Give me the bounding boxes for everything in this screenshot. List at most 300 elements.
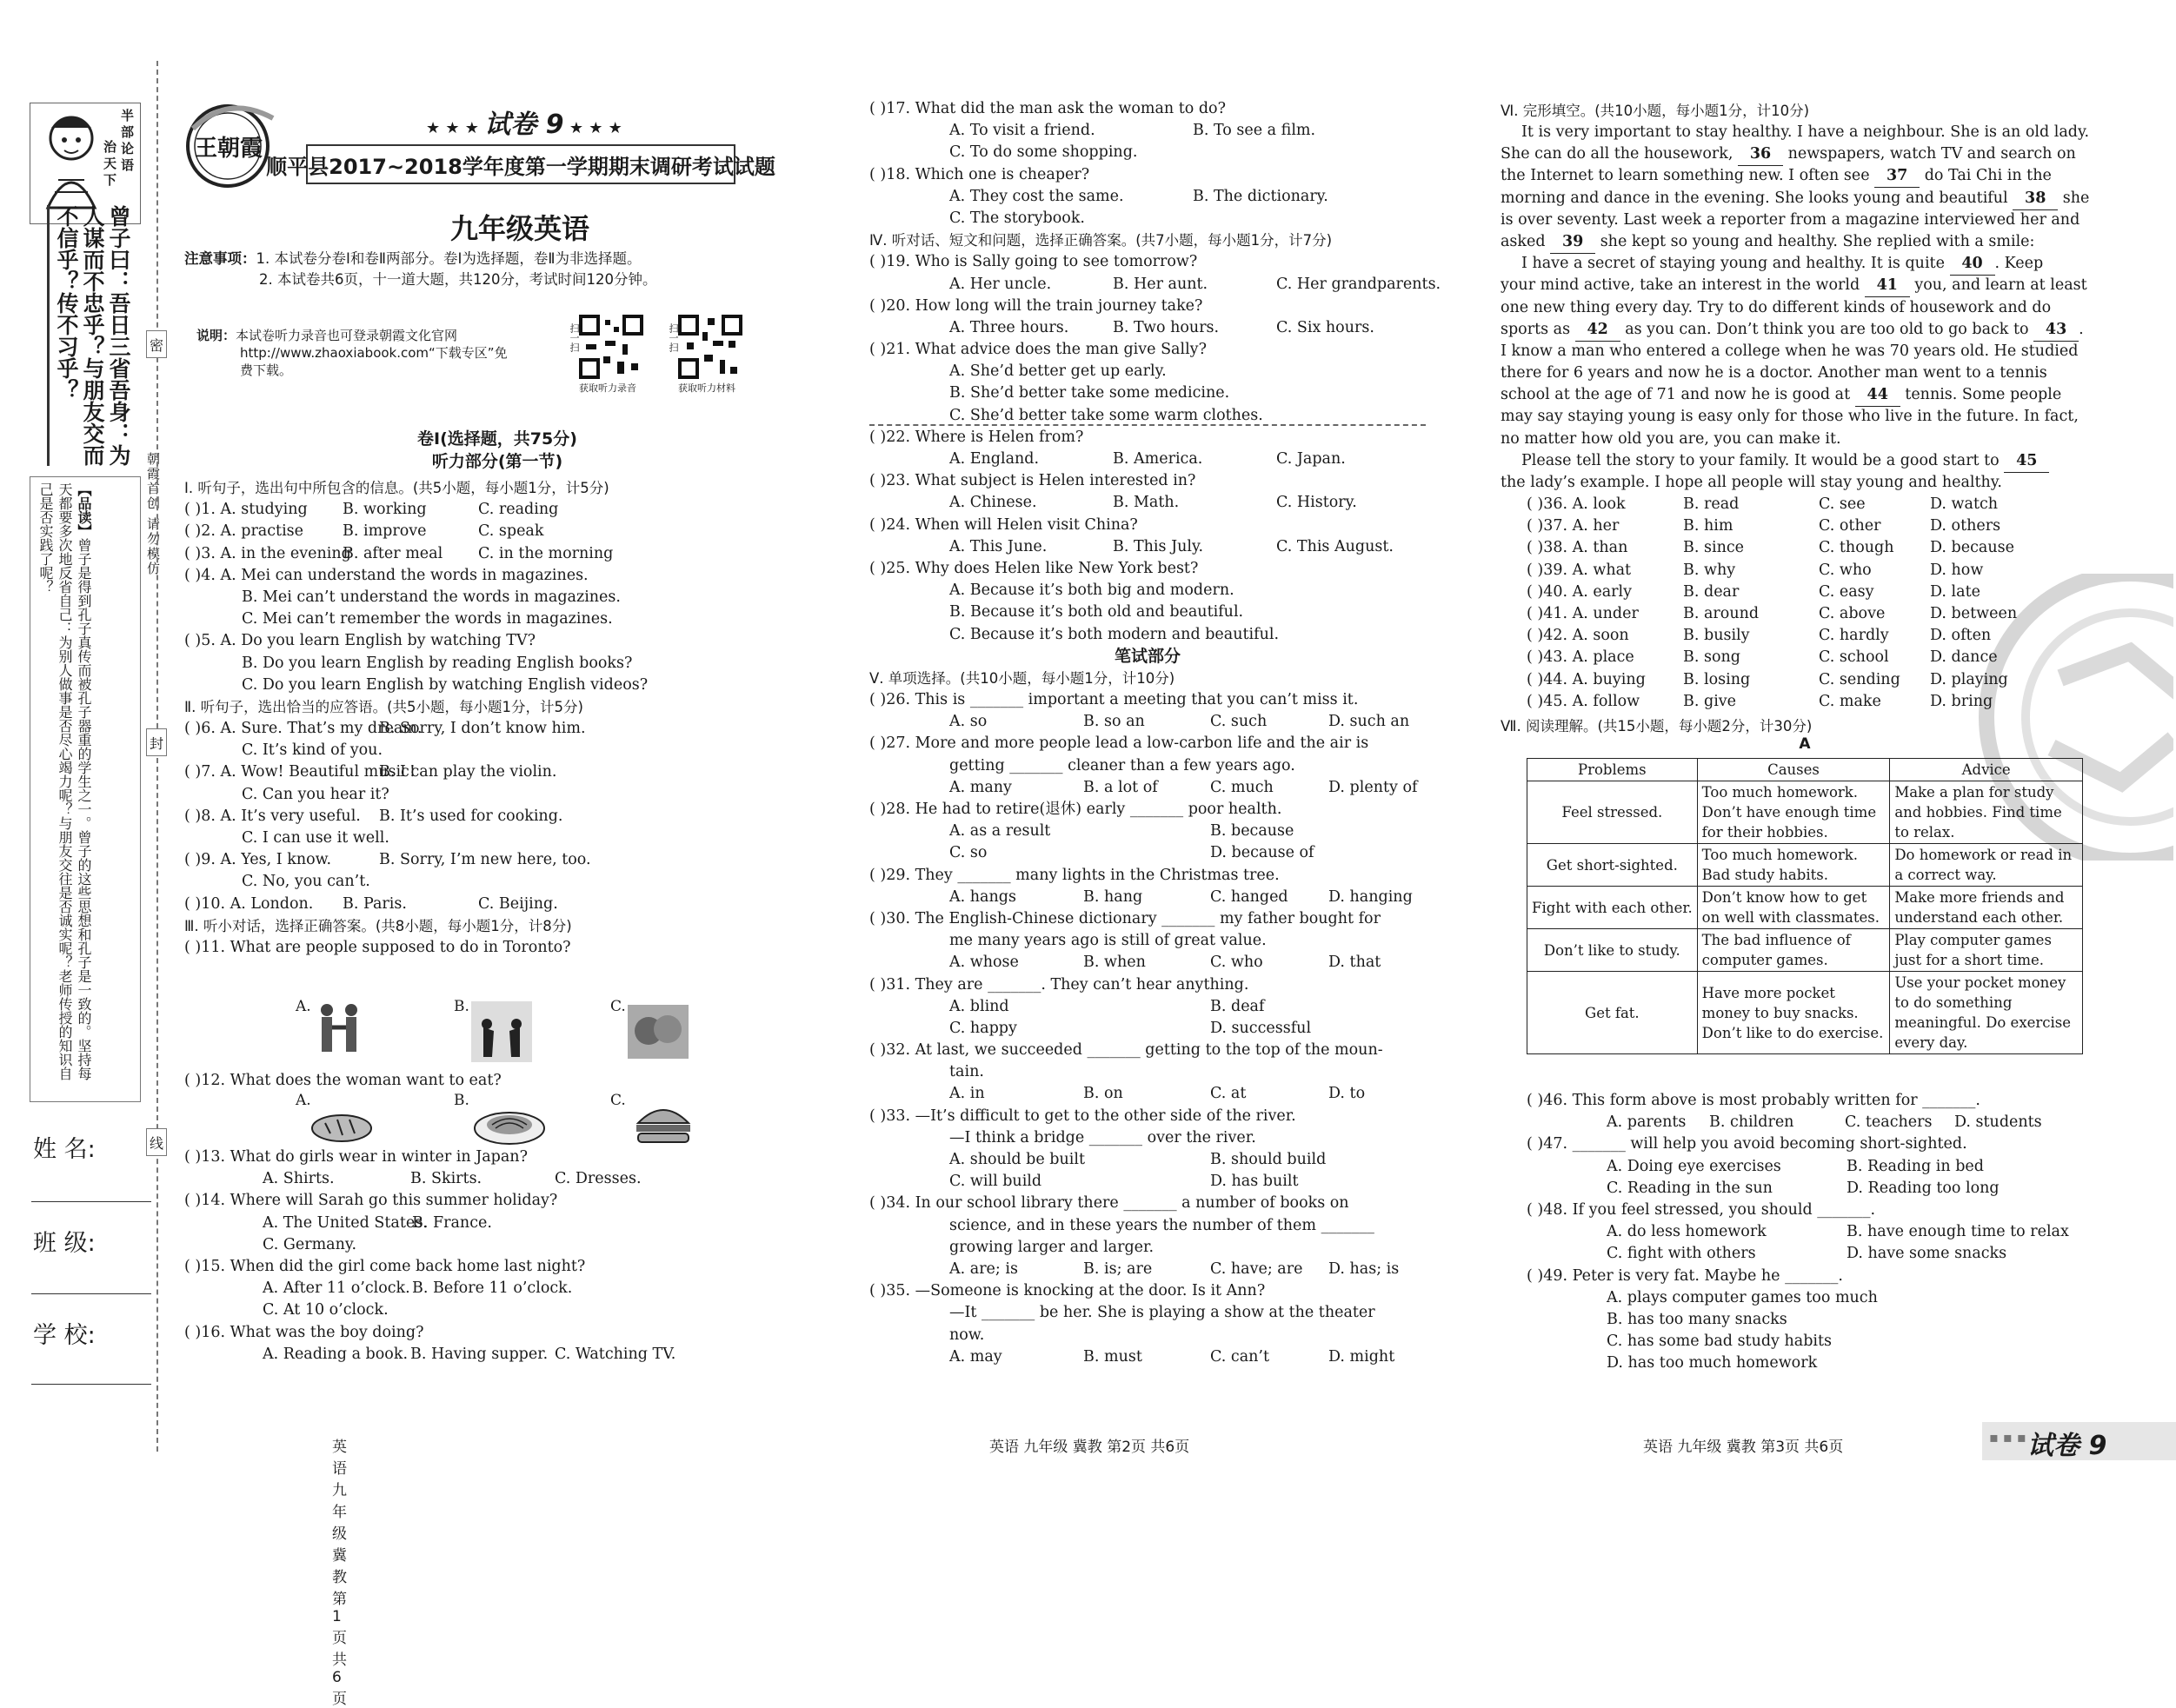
question-stem: ( )32. At last, we succeeded _______ getting to the top of the moun- (869, 1041, 1383, 1060)
question-row (869, 755, 1426, 777)
option-text[interactable]: B. I can play the violin. (379, 763, 557, 781)
option-text[interactable]: B. Math. (1113, 494, 1180, 512)
choice-row (1527, 537, 2083, 559)
question-row (869, 865, 1426, 887)
explain-line-3: 费下载。 (240, 362, 293, 378)
passage-text: asked (1501, 232, 1551, 250)
option-text[interactable]: B. improve (343, 522, 427, 541)
cloze-blank[interactable]: 45 (2004, 450, 2049, 473)
option-text[interactable]: C. school (1819, 648, 1889, 667)
option-text[interactable]: C. have; are (1210, 1259, 1303, 1278)
option-text[interactable]: B. after meal (343, 544, 443, 562)
option-text[interactable]: B. This July. (1113, 537, 1204, 555)
choice-row (1527, 625, 2083, 647)
option-text[interactable]: C. Germany. (263, 1235, 357, 1253)
option-text[interactable]: C. teachers (1845, 1113, 1933, 1132)
question-row (184, 1343, 810, 1365)
section-title: Ⅳ. 听对话、短文和问题，选择正确答案。(共7小题，每小题1分，计7分) (869, 232, 1333, 249)
section-title: Ⅰ. 听句子，选出句中所包含的信息。(共5小题，每小题1分，计5分) (184, 480, 609, 496)
table-row (1527, 972, 2083, 1054)
option-text[interactable]: D. often (1930, 627, 1992, 645)
option-text[interactable]: A. blind (949, 997, 1009, 1015)
option-text[interactable]: B. when (1083, 954, 1146, 972)
question-row (869, 887, 1426, 908)
option-text[interactable]: A. should be built (949, 1151, 1086, 1168)
option-text[interactable]: B. Sorry, I’m new here, too. (379, 851, 591, 869)
option-text[interactable]: D. such an (1328, 713, 1410, 731)
option-text[interactable]: C. who (1819, 561, 1872, 579)
option-text[interactable]: A. England. (949, 450, 1040, 468)
option-text[interactable]: C. Watching TV. (555, 1345, 676, 1363)
option-text[interactable]: A. To visit a friend. (949, 122, 1095, 140)
question-row (869, 689, 1426, 711)
option-text[interactable]: D. others (1930, 517, 2001, 535)
option-text[interactable]: B. has too many snacks (1607, 1310, 1787, 1328)
question-row (184, 1321, 810, 1343)
option-text[interactable]: B. Do you learn English by reading English books? (242, 654, 633, 672)
option-text[interactable]: B. Because it’s both old and beautiful. (949, 603, 1244, 621)
option-text[interactable]: A. This June. (949, 537, 1048, 555)
cloze-blank[interactable]: 38 (2013, 188, 2058, 210)
option-text[interactable]: A. Shirts. (263, 1170, 335, 1188)
name-label: 姓 名: (33, 1136, 96, 1163)
option-text[interactable]: B. dear (1683, 582, 1740, 601)
seal-xian: 线 (146, 1128, 167, 1156)
option-text[interactable]: C. easy (1819, 582, 1874, 601)
option-text[interactable]: B. should build (1210, 1151, 1327, 1168)
option-text[interactable]: C. History. (1276, 494, 1357, 512)
option-text[interactable]: C. Mei can’t remember the words in magazines. (242, 610, 613, 628)
option-text[interactable]: C. happy (949, 1019, 1017, 1037)
question-row (1527, 1200, 2083, 1221)
option-text[interactable]: ( )44. A. buying (1527, 670, 1646, 688)
question-row (869, 208, 1426, 229)
table-header-cell: Problems (1527, 759, 1698, 781)
question-row (184, 1299, 810, 1320)
passage-text: as you can. Don’t think you are too old to go back to (1620, 320, 2034, 338)
question-row (184, 739, 810, 761)
option-text[interactable]: C. This August. (1276, 537, 1394, 555)
question-stem: ( )12. What does the woman want to eat? (184, 1072, 502, 1089)
option-text[interactable]: A. Because it’s both big and modern. (949, 582, 1234, 600)
option-text[interactable]: B. why (1683, 561, 1736, 579)
cloze-blank[interactable]: 40 (1950, 253, 1995, 276)
question-stem: ( )18. Which one is cheaper? (869, 165, 1090, 183)
question-row (869, 580, 1426, 601)
qr-code-audio-icon[interactable] (579, 315, 643, 379)
option-text[interactable]: B. since (1683, 539, 1744, 557)
question-row (869, 1083, 1426, 1105)
question-stem: ( )10. A. London. (184, 894, 314, 913)
option-text[interactable]: B. America. (1113, 450, 1203, 468)
option-text[interactable]: C. above (1819, 604, 1886, 622)
option-text[interactable]: D. watch (1930, 495, 1999, 513)
option-text[interactable]: C. such (1210, 713, 1268, 731)
option-text[interactable]: D. have some snacks (1847, 1245, 2007, 1263)
page-2-footer: 英语 九年级 冀教 第2页 共6页 (989, 1439, 1190, 1456)
passage-line (1501, 253, 2081, 275)
option-text[interactable]: C. at (1210, 1085, 1247, 1103)
option-text[interactable]: D. successful (1210, 1019, 1312, 1037)
option-text[interactable]: A. After 11 o’clock. (263, 1279, 410, 1298)
question-row (1527, 1243, 2083, 1265)
note-2: 2. 本试卷共6页，十一道大题，共120分，考试时间120分钟。 (259, 271, 657, 288)
handshake-icon (313, 1001, 365, 1062)
option-text[interactable]: ( )37. A. her (1527, 517, 1620, 535)
question-stem: ( )31. They are _______. They can’t hear anything. (869, 975, 1249, 994)
question-row (869, 120, 1426, 142)
page-2-questions (869, 98, 1441, 1368)
option-text[interactable]: ( )40. A. early (1527, 582, 1633, 601)
passage-text: the Internet to learn something new. I often see (1501, 167, 1875, 185)
option-text[interactable]: ( )42. A. soon (1527, 627, 1629, 645)
corner-paper-number: 试卷 9 (2027, 1431, 2107, 1461)
option-text[interactable]: B. Before 11 o’clock. (412, 1279, 573, 1298)
option-text[interactable]: B. hang (1083, 887, 1143, 906)
option-text[interactable]: B. working (343, 501, 427, 519)
choice-row (1527, 560, 2083, 582)
option-text[interactable]: B. busily (1683, 627, 1750, 645)
passage-text: She can do all the housework, (1501, 145, 1738, 163)
option-text[interactable]: D. has; is (1328, 1259, 1400, 1278)
option-text[interactable]: A. plays computer games too much (1607, 1288, 1878, 1306)
question-row (869, 799, 1426, 821)
option-text[interactable]: C. who (1210, 954, 1263, 972)
question-row (184, 914, 810, 936)
question-row (869, 317, 1426, 339)
cloze-blank[interactable]: 44 (1855, 384, 1900, 407)
question-row (184, 542, 810, 564)
option-text[interactable]: A. The United States. (263, 1213, 428, 1232)
class-field[interactable] (31, 1293, 151, 1294)
option-text[interactable]: D. Reading too long (1847, 1179, 2000, 1197)
option-text[interactable]: B. have enough time to relax (1847, 1223, 2069, 1241)
option-text[interactable]: B. Paris. (343, 894, 407, 913)
option-text[interactable]: C. will build (949, 1173, 1042, 1191)
logo-text: 王朝霞 (195, 136, 263, 162)
reading-note-title: 【品读】 (76, 482, 92, 538)
passage-text: . Keep (1994, 255, 2044, 273)
option-text[interactable]: B. Her aunt. (1113, 275, 1208, 293)
pic-label-c: C. (610, 1092, 626, 1109)
option-text[interactable]: B. Skirts. (410, 1170, 482, 1188)
option-text[interactable]: A. so (949, 713, 988, 731)
question-row (184, 1255, 810, 1277)
copyright-notice: 朝霞首创 请勿模仿 (145, 452, 161, 576)
option-text[interactable]: now. (949, 1326, 985, 1344)
option-text[interactable]: ( )41. A. under (1527, 604, 1639, 622)
table-row (1527, 929, 2083, 972)
option-text[interactable]: ( )39. A. what (1527, 561, 1632, 579)
star-icon: ★ ★ ★ (563, 119, 622, 137)
option-text[interactable]: D. how (1930, 561, 1984, 579)
option-text[interactable]: A. many (949, 778, 1012, 796)
option-text[interactable]: tain. (949, 1063, 984, 1081)
explain-line-2: http://www.zhaoxiabook.com“下载专区”免 (240, 345, 508, 361)
option-text[interactable]: A. are; is (949, 1259, 1018, 1278)
question-row (184, 476, 810, 498)
option-text[interactable]: A. hangs (949, 887, 1016, 906)
option-text[interactable]: B. children (1709, 1113, 1794, 1132)
option-text[interactable]: C. in the morning (478, 544, 614, 562)
table-cell: Use your pocket money to do something meaningful. Do exercise every day. (1890, 972, 2083, 1054)
question-stem: ( )23. What subject is Helen interested in? (869, 472, 1196, 490)
question-row (184, 695, 810, 717)
question-row (869, 733, 1426, 754)
question-stem: ( )14. Where will Sarah go this summer holiday? (184, 1192, 558, 1210)
question-row (1527, 1112, 2083, 1133)
question-row (869, 142, 1426, 163)
option-text[interactable]: B. The dictionary. (1193, 187, 1328, 205)
question-row (184, 761, 810, 782)
option-text[interactable]: B. losing (1683, 670, 1751, 688)
option-text[interactable]: D. dance (1930, 648, 1998, 667)
question-stem: ( )6. A. Sure. That’s my dream. (184, 720, 423, 738)
option-text[interactable]: growing larger and larger. (949, 1238, 1155, 1256)
option-text[interactable]: C. It’s kind of you. (242, 741, 383, 760)
table-row (1527, 887, 2083, 929)
question-row (869, 536, 1426, 558)
option-text[interactable]: D. late (1930, 582, 1980, 601)
question-row (869, 624, 1426, 646)
option-text[interactable]: ( )43. A. place (1527, 648, 1634, 667)
option-text[interactable]: B. Sorry, I don’t know him. (379, 720, 586, 738)
binding-sidebar (30, 103, 141, 1102)
bowing-icon (471, 1001, 532, 1062)
question-row (184, 870, 810, 892)
question-stem: ( )27. More and more people lead a low-carbon life and the air is (869, 734, 1369, 753)
option-text[interactable]: D. that (1328, 954, 1381, 972)
option-text[interactable]: B. so an (1083, 713, 1145, 731)
option-text[interactable]: D. students (1954, 1113, 2042, 1132)
option-text[interactable]: C. hardly (1819, 627, 1889, 645)
option-text[interactable]: D. might (1328, 1347, 1395, 1366)
option-text[interactable]: C. so (949, 844, 988, 862)
school-label: 学 校: (33, 1322, 96, 1349)
question-stem: ( )30. The English-Chinese dictionary _______ my father bought for (869, 909, 1381, 927)
cloze-blank[interactable]: 37 (1874, 165, 1920, 188)
question-row (869, 1237, 1426, 1259)
question-stem: ( )25. Why does Helen like New York best? (869, 559, 1199, 577)
option-text[interactable]: C. Six hours. (1276, 318, 1374, 336)
cloze-blank[interactable]: 43 (2033, 319, 2079, 342)
passage-line (1501, 209, 2081, 231)
question-row (869, 339, 1426, 361)
reading-note-text: 曾子是得到孔子真传而被孔子器重的学生之一。曾子的这些思想和孔子是一致的。坚持每天都要多次地反省自己：为别人做事是否尽心竭力呢？与朋友交往是否诚实呢？老师传授的知识自己是否实践了呢？ (37, 482, 92, 1080)
question-row (869, 1259, 1426, 1280)
option-text[interactable]: C. Do you learn English by watching English videos? (242, 675, 649, 694)
option-text[interactable]: A. She’d better get up early. (949, 362, 1167, 381)
option-text[interactable]: A. Three hours. (949, 318, 1069, 336)
option-text[interactable]: C. Reading in the sun (1607, 1179, 1773, 1197)
option-text[interactable]: B. because (1210, 822, 1294, 841)
school-field[interactable] (31, 1384, 151, 1385)
qr-code-material-icon[interactable] (678, 315, 742, 379)
option-text[interactable]: B. on (1083, 1085, 1123, 1103)
option-text[interactable]: C. see (1819, 495, 1866, 513)
option-text[interactable]: C. reading (478, 501, 559, 519)
option-text[interactable]: C. No, you can’t. (242, 873, 370, 891)
qr-side-caption-2: 扫一扫 (668, 323, 679, 352)
option-text[interactable]: me many years ago is still of great value. (949, 932, 1267, 950)
option-text[interactable]: B. must (1083, 1347, 1142, 1366)
question-row (869, 842, 1426, 864)
option-text[interactable]: A. in (949, 1085, 985, 1103)
option-text[interactable]: C. speak (478, 522, 544, 541)
question-stem: ( )48. If you feel stressed, you should _______. (1527, 1200, 1876, 1219)
question-row (869, 251, 1426, 273)
option-text[interactable]: C. Her grandparents. (1276, 275, 1441, 293)
option-text[interactable]: C. She’d better take some warm clothes. (949, 406, 1263, 424)
option-text[interactable]: ( )38. A. than (1527, 539, 1628, 557)
option-text[interactable]: C. Japan. (1276, 450, 1346, 468)
question-stem: ( )17. What did the man ask the woman to do? (869, 100, 1226, 117)
option-text[interactable]: getting _______ cleaner than a few years ago. (949, 756, 1295, 774)
option-text[interactable]: D. hanging (1328, 887, 1413, 906)
option-text[interactable]: B. around (1683, 604, 1760, 622)
option-text[interactable]: B. song (1683, 648, 1740, 667)
passage-text: there for 6 years and now he is a doctor. Another man went to a tennis (1501, 364, 2047, 382)
option-text[interactable]: D. because (1930, 539, 2014, 557)
page-1-questions-b (184, 1069, 810, 1091)
option-text[interactable]: C. can’t (1210, 1347, 1269, 1366)
option-text[interactable]: C. Because it’s both modern and beautiful. (949, 625, 1280, 643)
question-row (869, 361, 1426, 382)
option-text[interactable]: D. playing (1930, 670, 2008, 688)
option-text[interactable]: D. plenty of (1328, 778, 1418, 796)
option-text[interactable]: A. Her uncle. (949, 275, 1052, 293)
option-text[interactable]: C. The storybook. (949, 209, 1085, 227)
question-row (184, 783, 810, 805)
option-text[interactable]: C. fight with others (1607, 1245, 1756, 1263)
question-stem: ( )22. Where is Helen from? (869, 428, 1084, 446)
question-row (184, 1167, 810, 1189)
option-text[interactable]: B. read (1683, 495, 1740, 513)
option-text[interactable]: C. To do some shopping. (949, 143, 1138, 162)
option-text[interactable]: B. France. (412, 1213, 492, 1232)
option-text[interactable]: B. is; are (1083, 1259, 1153, 1278)
q11-pictures (287, 998, 809, 1067)
question-row (869, 1215, 1426, 1237)
option-text[interactable]: A. Doing eye exercises (1607, 1157, 1781, 1175)
option-text[interactable]: C. hanged (1210, 887, 1288, 906)
option-text[interactable]: B. She’d better take some medicine. (949, 384, 1230, 402)
option-text[interactable]: B. him (1683, 517, 1733, 535)
passage-text: you, and learn at least (1909, 276, 2087, 295)
option-text[interactable]: D. to (1328, 1085, 1366, 1103)
option-text[interactable]: B. give (1683, 692, 1737, 710)
option-text[interactable]: D. bring (1930, 692, 1993, 710)
option-text[interactable]: B. Reading in bed (1847, 1157, 1984, 1175)
section-heading: 笔试部分 (1114, 646, 1181, 666)
option-text[interactable]: A. do less homework (1607, 1223, 1767, 1241)
question-row (869, 1346, 1426, 1368)
option-text[interactable]: A. They cost the same. (949, 187, 1124, 205)
option-text[interactable]: C. has some bad study habits (1607, 1333, 1833, 1351)
cloze-blank[interactable]: 36 (1738, 143, 1783, 166)
option-text[interactable]: science, and in these years the number of them _______ (949, 1216, 1374, 1234)
option-text[interactable]: A. Chinese. (949, 494, 1037, 512)
question-stem: ( )4. A. Mei can understand the words in magazines. (184, 566, 589, 584)
option-text[interactable]: C. make (1819, 692, 1881, 710)
option-text[interactable]: A. Reading a book. (263, 1345, 409, 1363)
choice-row (1527, 494, 2083, 515)
passage-text: school at the age of 71 and now he is good at (1501, 386, 1855, 404)
option-text[interactable]: C. much (1210, 778, 1274, 796)
cheek-kiss-icon (628, 1005, 689, 1059)
passage-line (1501, 188, 2090, 209)
passage-line (1501, 429, 2081, 450)
corner-caption-2: 治天下 (102, 140, 117, 189)
question-row (184, 608, 810, 629)
question-row (869, 1127, 1426, 1149)
option-text[interactable]: D. has too much homework (1607, 1354, 1818, 1372)
paper-badge (426, 103, 622, 141)
cloze-blank[interactable]: 42 (1575, 319, 1620, 342)
option-text[interactable]: D. has built (1210, 1173, 1299, 1191)
name-field[interactable] (31, 1201, 151, 1202)
option-text[interactable]: A. whose (949, 954, 1019, 972)
option-text[interactable]: C. other (1819, 517, 1881, 535)
question-row (869, 382, 1426, 404)
table-cell: Make more friends and understand each other. (1890, 887, 2083, 929)
option-text[interactable]: A. may (949, 1347, 1002, 1366)
question-row (869, 98, 1426, 120)
option-text[interactable]: B. Two hours. (1113, 318, 1220, 336)
question-row (184, 1069, 810, 1091)
question-row (869, 908, 1426, 930)
option-text[interactable]: C. At 10 o’clock. (263, 1301, 389, 1319)
option-text[interactable]: B. To see a film. (1193, 122, 1316, 140)
cloze-blank[interactable]: 39 (1550, 231, 1595, 254)
option-text[interactable]: B. It’s used for cooking. (379, 807, 563, 825)
question-row (869, 952, 1426, 974)
option-text[interactable]: ( )36. A. look (1527, 495, 1626, 513)
option-text[interactable]: B. a lot of (1083, 778, 1158, 796)
table-header-row (1527, 759, 2083, 781)
question-stem: ( )47. _______ will help you avoid becoming short-sighted. (1527, 1135, 1967, 1153)
option-text[interactable]: ( )45. A. follow (1527, 692, 1640, 710)
section-title: Ⅴ. 单项选择。(共10小题，每小题1分，计10分) (869, 669, 1175, 687)
option-text[interactable]: D. between (1930, 604, 2018, 622)
option-text[interactable]: C. sending (1819, 670, 1900, 688)
option-text[interactable]: C. though (1819, 539, 1894, 557)
option-text[interactable]: D. because of (1210, 844, 1314, 862)
pic-label-a: A. (296, 1092, 311, 1109)
option-text[interactable]: C. Dresses. (555, 1170, 642, 1188)
question-row (869, 186, 1426, 208)
option-text[interactable]: —I think a bridge _______ over the river. (949, 1128, 1256, 1146)
option-text[interactable]: B. Having supper. (410, 1345, 549, 1363)
option-text[interactable]: B. deaf (1210, 997, 1265, 1015)
notes (184, 249, 656, 290)
noodles-plate-icon (473, 1104, 546, 1146)
option-text[interactable]: C. I can use it well. (242, 829, 389, 847)
question-row (869, 229, 1426, 251)
cloze-section-title: Ⅵ. 完形填空。(共10小题，每小题1分，计10分) (1501, 103, 1810, 119)
option-text[interactable]: C. Beijing. (478, 894, 558, 913)
passage-line (1501, 231, 2081, 253)
option-text[interactable]: C. Can you hear it? (242, 785, 389, 803)
option-text[interactable]: A. parents (1607, 1113, 1687, 1132)
question-row (184, 1146, 810, 1167)
option-text[interactable]: A. as a result (949, 822, 1051, 841)
option-text[interactable]: —It _______ be her. She is playing a show at the theater (949, 1304, 1375, 1322)
note-1: 1. 本试卷分卷Ⅰ和卷Ⅱ两部分。卷Ⅰ为选择题，卷Ⅱ为非选择题。 (256, 250, 642, 267)
cloze-blank[interactable]: 41 (1865, 275, 1910, 297)
option-text[interactable]: B. Mei can’t understand the words in magazines. (242, 588, 621, 606)
passage-line (1501, 450, 2081, 472)
